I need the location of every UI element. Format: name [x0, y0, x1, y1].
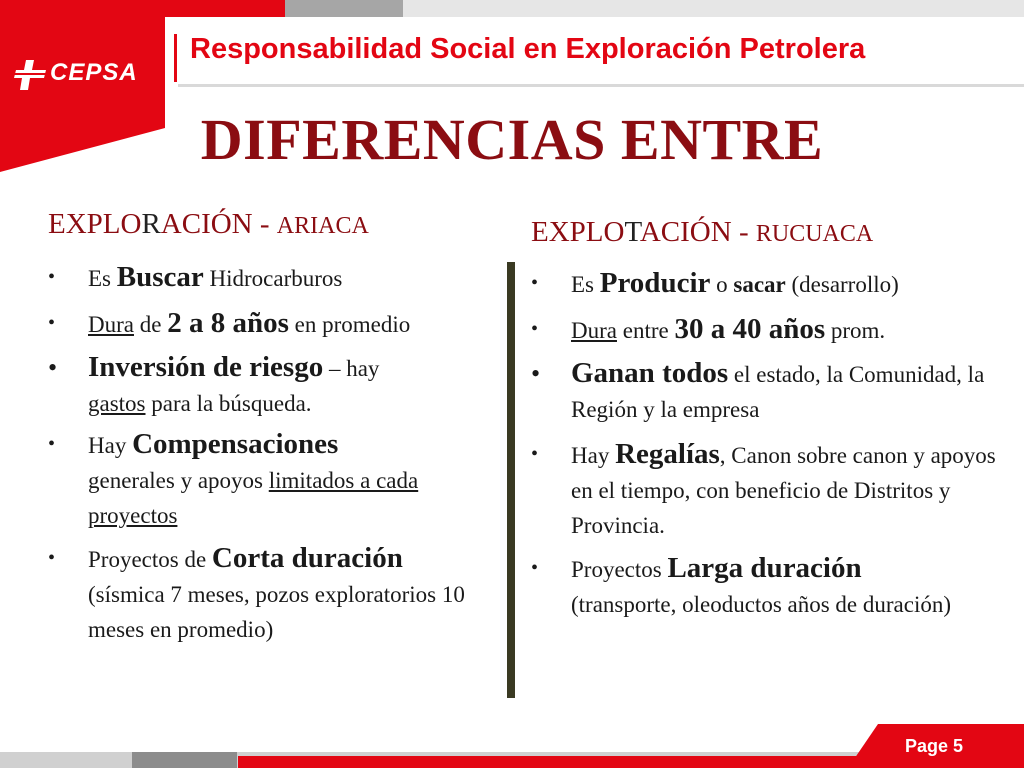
- list-item: [48, 427, 503, 533]
- item-text: prom.: [825, 318, 886, 343]
- header-strip-gray: [285, 0, 403, 17]
- item-text: Proyectos: [571, 557, 668, 582]
- item-text: para la búsqueda.: [145, 391, 312, 416]
- header-title: Responsabilidad Social en Exploración Petrolera: [190, 33, 866, 65]
- item-text: Hay: [571, 443, 616, 468]
- list-item: [48, 306, 503, 342]
- item-text: en promedio: [288, 312, 411, 337]
- cepsa-logo-text: CEPSA: [50, 59, 138, 86]
- right-heading: [531, 216, 873, 249]
- header-strip-light: [403, 0, 1024, 17]
- list-item: [531, 551, 1001, 622]
- bullet-icon: •: [48, 266, 56, 288]
- bullet-icon: •: [48, 547, 56, 569]
- left-heading-part: R: [141, 208, 161, 240]
- list-item: [48, 260, 503, 296]
- item-text: (transporte, oleoductos años de duración): [571, 592, 952, 617]
- right-heading-part: ACIÓN -: [639, 216, 756, 248]
- bullet-icon: •: [48, 433, 56, 455]
- item-emphasis: Producir: [599, 267, 711, 299]
- item-text: Hidrocarburos: [203, 266, 343, 291]
- left-heading-part: ACIÓN -: [160, 208, 277, 240]
- slide-title: DIFERENCIAS ENTRE: [200, 107, 824, 172]
- left-heading-part: EXPLO: [48, 208, 142, 240]
- left-heading: [48, 208, 369, 241]
- item-text: (desarrollo): [785, 272, 899, 297]
- item-text: o: [710, 272, 734, 297]
- right-heading-subtitle: RUCUACA: [755, 221, 874, 247]
- left-heading-subtitle: ARIACA: [276, 213, 369, 239]
- bullet-icon: •: [48, 312, 56, 334]
- item-text: – hay: [323, 356, 380, 381]
- item-text: de: [133, 312, 168, 337]
- footer-strip-dark: [132, 752, 237, 768]
- item-emphasis: Regalías: [615, 438, 720, 470]
- item-text: Es: [88, 266, 117, 291]
- column-divider: [507, 262, 515, 698]
- right-heading-part: EXPLO: [531, 216, 625, 248]
- item-text: Es: [571, 272, 600, 297]
- item-text: generales y apoyos: [88, 468, 269, 493]
- bullet-icon: •: [531, 557, 539, 579]
- header-separator: [174, 34, 177, 82]
- item-emphasis: Corta duración: [211, 542, 403, 574]
- item-emphasis: Buscar: [116, 261, 204, 293]
- item-text: , Canon sobre canon y apoyos en el tiempo, con beneficio de Distritos y Provincia.: [571, 443, 996, 538]
- item-emphasis: Inversión de riesgo: [88, 351, 324, 383]
- item-text: Dura: [88, 312, 134, 337]
- item-emphasis: 2 a 8 años: [167, 307, 289, 339]
- header-strip-red: [165, 0, 285, 17]
- list-item: [48, 541, 503, 647]
- item-text: limitados a cada proyectos: [88, 468, 419, 528]
- bullet-icon: •: [531, 318, 539, 340]
- header-underline: [178, 84, 1024, 87]
- right-heading-part: T: [624, 216, 640, 248]
- item-emphasis: Ganan todos: [571, 357, 729, 389]
- cepsa-logo-icon: [12, 58, 48, 92]
- list-item: [531, 356, 1001, 427]
- item-text: (sísmica 7 meses, pozos exploratorios 10 meses en promedio): [88, 582, 465, 642]
- bullet-icon: •: [531, 272, 539, 294]
- bullet-icon: •: [531, 443, 539, 465]
- bullet-icon: •: [531, 359, 541, 388]
- item-emphasis: Larga duración: [667, 552, 862, 584]
- list-item: [48, 350, 503, 421]
- item-text: entre: [616, 318, 675, 343]
- item-emphasis: 30 a 40 años: [674, 313, 826, 345]
- item-text: el estado, la Comunidad, la Región y la empresa: [571, 362, 985, 422]
- page-number: Page 5: [905, 736, 964, 756]
- list-item: [531, 437, 1001, 543]
- item-text: Dura: [571, 318, 617, 343]
- list-item: [531, 312, 1001, 348]
- item-text: Hay: [88, 433, 133, 458]
- bullet-icon: •: [48, 353, 58, 382]
- list-item: [531, 266, 1001, 302]
- item-emphasis: sacar: [733, 272, 786, 297]
- left-list: [48, 260, 503, 647]
- item-emphasis: Compensaciones: [132, 428, 339, 460]
- item-text: gastos: [88, 391, 146, 416]
- right-list: [531, 266, 1001, 622]
- item-text: Proyectos de: [88, 547, 212, 572]
